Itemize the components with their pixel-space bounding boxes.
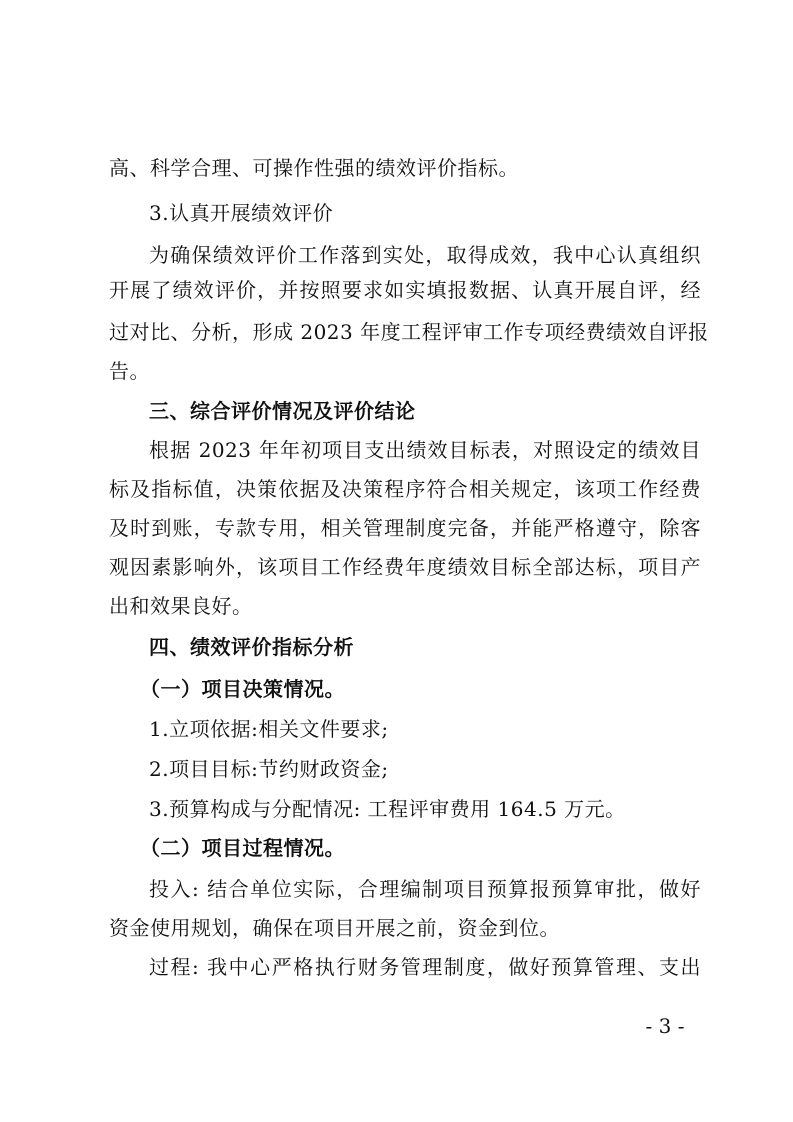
- paragraph-line-2: 为确保绩效评价工作落到实处，取得成效，我中心认真组织: [149, 243, 701, 267]
- paragraph-line-1: 高、科学合理、可操作性强的绩效评价指标。: [109, 156, 519, 180]
- list-item-1: 1.立项依据:相关文件要求;: [149, 717, 389, 741]
- section-heading-3: 三、综合评价情况及评价结论: [149, 399, 416, 423]
- paragraph-line-11: 投入: 结合单位实际，合理编制项目预算报预算审批，做好: [149, 877, 701, 901]
- paragraph-line-13: 过程: 我中心严格执行财务管理制度，做好预算管理、支出: [149, 955, 701, 979]
- paragraph-line-8: 及时到账，专款专用，相关管理制度完备，并能严格遵守，除客: [109, 516, 701, 540]
- subsection-heading-1: （一）项目决策情况。: [140, 677, 345, 701]
- page-number: - 3 -: [645, 1014, 685, 1038]
- paragraph-line-5: 告。: [109, 359, 150, 383]
- paragraph-line-10: 出和效果良好。: [109, 594, 253, 618]
- subsection-heading-2: （二）项目过程情况。: [140, 836, 345, 860]
- paragraph-line-3: 开展了绩效评价，并按照要求如实填报数据、认真开展自评，经: [109, 278, 701, 302]
- paragraph-line-7: 标及指标值，决策依据及决策程序符合相关规定，该项工作经费: [109, 477, 701, 501]
- paragraph-line-9: 观因素影响外，该项目工作经费年度绩效目标全部达标，项目产: [109, 555, 701, 579]
- section-heading-4: 四、绩效评价指标分析: [149, 635, 354, 659]
- paragraph-line-12: 资金使用规划，确保在项目开展之前，资金到位。: [109, 916, 560, 940]
- section-subtitle-3: 3.认真开展绩效评价: [149, 201, 334, 225]
- paragraph-line-6: 根据 2023 年年初项目支出绩效目标表，对照设定的绩效目: [149, 438, 701, 462]
- paragraph-line-4: 过对比、分析，形成 2023 年度工程评审工作专项经费绩效自评报: [109, 320, 709, 344]
- list-item-3: 3.预算构成与分配情况: 工程评审费用 164.5 万元。: [149, 797, 626, 821]
- list-item-2: 2.项目目标:节约财政资金;: [149, 757, 389, 781]
